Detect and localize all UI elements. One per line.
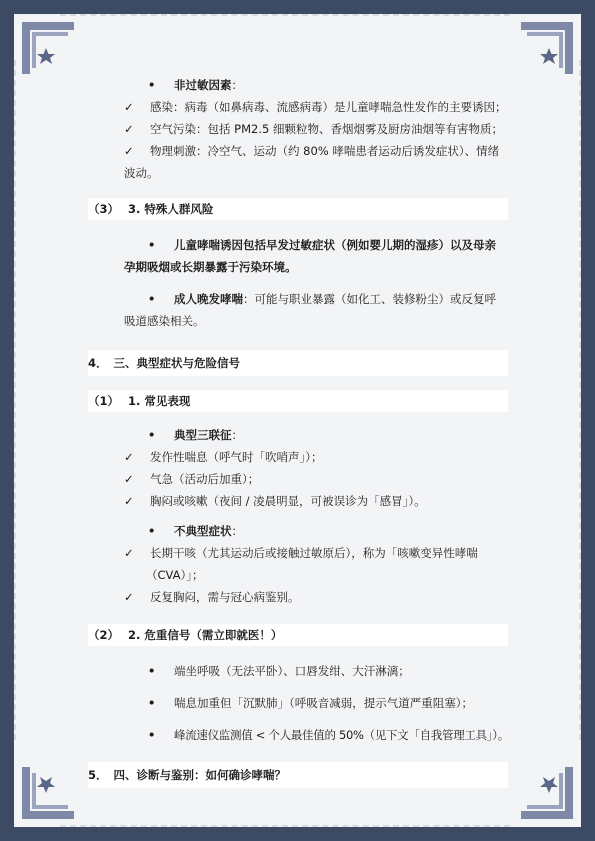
bullet-heading [90,424,508,446]
item-text: 胸闷或咳嗽（夜间 / 凌晨明显，可被误诊为「感冒」）。 [150,494,426,508]
corner-ornament-star-icon [18,18,76,76]
section-title: 三、典型症状与危险信号 [113,356,241,370]
check-item [90,118,508,140]
heading-text: 典型三联征 [174,428,232,442]
paragraph-text: ：可能与职业暴露（如化工、装修粉尘）或反复呼 [243,292,496,306]
item-text: 长期干咳（尤其运动后或接触过敏原后），称为「咳嗽变异性哮喘 [150,546,478,560]
heading-text: 非过敏因素 [174,78,232,92]
check-icon: ✓ [124,546,134,560]
dashed-border-bottom [60,825,510,827]
danger-item: • 端坐呼吸（无法平卧）、口唇发绀、大汗淋漓； [90,660,508,682]
colon: ： [231,524,243,538]
check-item [90,542,508,564]
check-item [90,586,508,608]
check-icon: ✓ [124,590,134,604]
section-number: （2） [88,628,120,642]
item-text: 发作性喘息（呼气时「吹哨声」）； [150,450,323,464]
check-icon: ✓ [124,100,134,114]
check-item [90,96,508,118]
risk-paragraph-cont: 吸道感染相关。 [124,314,205,328]
item-text: 感染：病毒（如鼻病毒、流感病毒）是儿童哮喘急性发作的主要诱因； [150,100,507,114]
corner-ornament-star-icon [519,765,577,823]
dashed-border-left [14,60,16,740]
risk-paragraph-cont: 孕期吸烟或长期暴露于污染环境。 [124,260,297,274]
dashed-border-top [60,14,510,16]
colon: ： [231,428,243,442]
section-title: 2. 危重信号（需立即就医！） [128,628,283,642]
bullet-heading [90,74,508,96]
danger-item: • 喘息加重但「沉默肺」（呼吸音减弱，提示气道严重阻塞）； [90,692,508,714]
colon: ： [231,78,243,92]
check-item [90,140,508,162]
danger-item: • 峰流速仪监测值 < 个人最佳值的 50%（见下文「自我管理工具」）。 [90,724,508,746]
section-number: 4． [88,356,108,370]
risk-paragraph [90,288,508,310]
check-icon: ✓ [124,122,134,136]
document-content [90,70,508,788]
check-item [90,446,508,468]
section-heading-5 [88,762,508,788]
item-text: 空气污染：包括 PM2.5 细颗粒物、香烟烟雾及厨房油烟等有害物质； [150,122,503,136]
item-continuation: （CVA）」； [146,568,204,582]
corner-ornament-star-icon [18,765,76,823]
section-title: 四、诊断与鉴别：如何确诊哮喘？ [113,768,287,782]
section-heading-4-1 [88,390,508,412]
bullet-heading [90,520,508,542]
check-icon: ✓ [124,450,134,464]
section-title: 3. 特殊人群风险 [128,202,214,216]
item-text: 反复胸闷，需与冠心病鉴别。 [150,590,300,604]
section-heading-4-2 [88,624,508,646]
heading-text: 不典型症状 [174,524,232,538]
dashed-border-right [579,60,581,740]
risk-paragraph: • 儿童哮喘诱因包括早发过敏症状（例如婴儿期的湿疹）以及母亲 [90,234,508,256]
item-text: 气急（活动后加重）； [150,472,260,486]
section-heading-4 [88,350,508,376]
section-number: 5． [88,768,108,782]
section-title: 1. 常见表现 [128,394,191,408]
bold-term: 成人晚发哮喘 [174,292,243,306]
item-text: 物理刺激：冷空气、运动（约 80% 哮喘患者运动后诱发症状）、情绪 [150,144,500,158]
check-item [90,490,508,512]
check-item [90,468,508,490]
section-number: （3） [88,202,120,216]
section-heading-3 [88,198,508,220]
corner-ornament-star-icon [519,18,577,76]
check-icon: ✓ [124,494,134,508]
section-number: （1） [88,394,120,408]
item-continuation: 波动。 [124,166,159,180]
check-icon: ✓ [124,144,134,158]
check-icon: ✓ [124,472,134,486]
